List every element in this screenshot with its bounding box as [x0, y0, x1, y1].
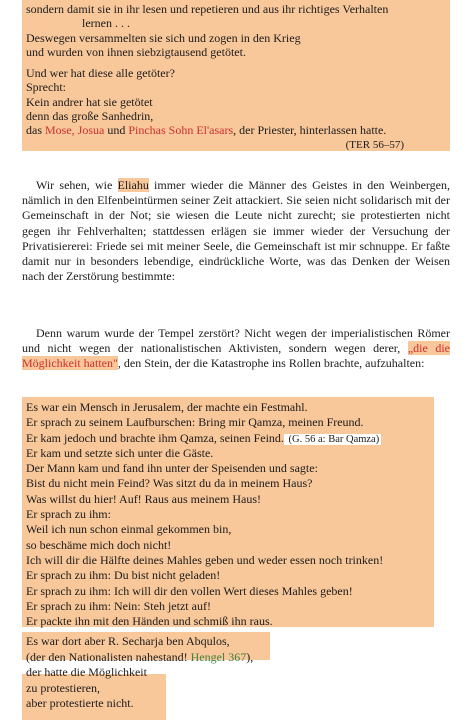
passage2-line: Er sprach zu ihm: Du bist nicht geladen!: [26, 568, 221, 583]
text-run: Denn warum wurde der Tempel zerstört? Nicht wegen der imperialistischen Römer und nicht wegen der nationalistischen Aktivisten, sondern wegen derer,: [22, 326, 450, 356]
passage2-line: Er sprach zu ihm:: [26, 507, 111, 522]
passage3-line: [22, 650, 450, 666]
text-run: immer wieder die Männer des Geistes in den Weinbergen, nämlich in den Elfenbeintürmen seiner Zeit attackiert. Sie seien nicht solidarisch mit der Gemeinschaft in der Not; sie wiesen die Leute nicht zurecht; sie protestierten nicht gegen ihr Fehlverhalten; stattdessen erlägen sie immer wieder der Versuchung der Privatisiererei: Friede sei mit meiner Seele, die Gemeinschaft ist mir schnuppe. Er faßte damit nur in besonders lebendige, eindrückliche Worte, was das Denken der Weisen nach der Zerstörung bestimmte:: [22, 178, 450, 284]
passage2-line: [22, 431, 450, 446]
passage1-line: lernen . . .: [82, 16, 130, 31]
passage2-line: Er sprach zu ihm: Nein: Steh jetzt auf!: [26, 598, 211, 613]
passage3-line: aber protestierte nicht.: [26, 696, 134, 710]
prose-paragraph-2: [22, 326, 450, 372]
passage3-line: Es war dort aber R. Secharja ben Abqulos,: [26, 634, 230, 648]
passage2-line: Er sprach zu ihm: Ich will dir den vollen Wert dieses Mahles geben!: [26, 583, 353, 598]
text-run: Er kam jedoch und brachte ihm Qamza, seinen Feind.: [26, 430, 284, 445]
passage2-line: Bist du nicht mein Feind? Was sitzt du da in meinem Haus?: [26, 476, 313, 491]
reference-hengel: Hengel 367: [190, 649, 247, 664]
passage2-line: Er packte ihn mit den Händen und schmiß ihn raus.: [26, 614, 273, 629]
passage2-line: Er sprach zu seinem Laufburschen: Bring mir Qamza, meinen Freund.: [26, 415, 364, 430]
name-eliahu: Eliahu: [117, 178, 149, 192]
passage1: [22, 2, 450, 152]
passage1-line: Kein andrer hat sie getötet: [26, 94, 153, 109]
passage1-line: Und wer hat diese alle getöter?: [26, 66, 175, 81]
passage2-line: Es war ein Mensch in Jerusalem, der machte ein Festmahl.: [26, 400, 308, 414]
highlighted-quote: „die die Möglichkeit hatten": [22, 341, 450, 371]
passage1-line: Deswegen versammelten sie sich und zogen in den Krieg: [26, 30, 301, 45]
passage1-line: Sprecht:: [26, 80, 66, 95]
passage2-line: Der Mann kam und fand ihn unter der Speisenden und sagte:: [26, 461, 318, 476]
name-mose-josua: Mose, Josua: [45, 123, 105, 138]
text-run: Wir sehen, wie: [36, 178, 118, 192]
passage2-line: Was willst du hier! Auf! Raus aus meinem Haus!: [26, 491, 261, 506]
name-pinchas: Pinchas Sohn El'asars: [128, 123, 234, 138]
text-run: , den Stein, der die Katastrophe ins Rollen brachte, aufzuhalten:: [117, 356, 425, 371]
passage2-line: so beschäme mich doch nicht!: [26, 537, 172, 552]
passage1-line: denn das große Sanhedrin,: [26, 109, 154, 124]
text-run: , der Priester, hinterlassen hatte.: [233, 123, 387, 138]
passage3: [22, 634, 450, 712]
passage2: [22, 400, 450, 629]
text-run: ),: [246, 649, 254, 664]
passage2-line: Ich will dir die Hälfte deines Mahles geben und weder essen noch trinken!: [26, 552, 384, 567]
passage1-line: [22, 123, 450, 137]
passage3-line: der hatte die Möglichkeit: [26, 665, 147, 679]
passage1-line: sondern damit sie in ihr lesen und repetieren und aus ihr richtiges Verhalten: [26, 2, 389, 16]
passage2-line: Er kam und setzte sich unter die Gäste.: [26, 445, 214, 460]
passage1-line: und wurden von ihnen siebzigtausend getötet.: [26, 44, 246, 59]
passage3-line: zu protestieren,: [26, 680, 100, 695]
citation: (TER 56–57): [345, 138, 404, 151]
passage2-line: Weil ich nun schon einmal gekommen bin,: [26, 522, 232, 537]
text-run: und: [104, 123, 129, 138]
reference: (G. 56 a: Bar Qamza): [285, 433, 380, 445]
prose-paragraph-1: [22, 178, 450, 284]
passage1-spacer: [22, 59, 450, 66]
text-run: (der den Nationalisten nahestand!: [26, 649, 191, 664]
text-run: das: [26, 123, 45, 138]
